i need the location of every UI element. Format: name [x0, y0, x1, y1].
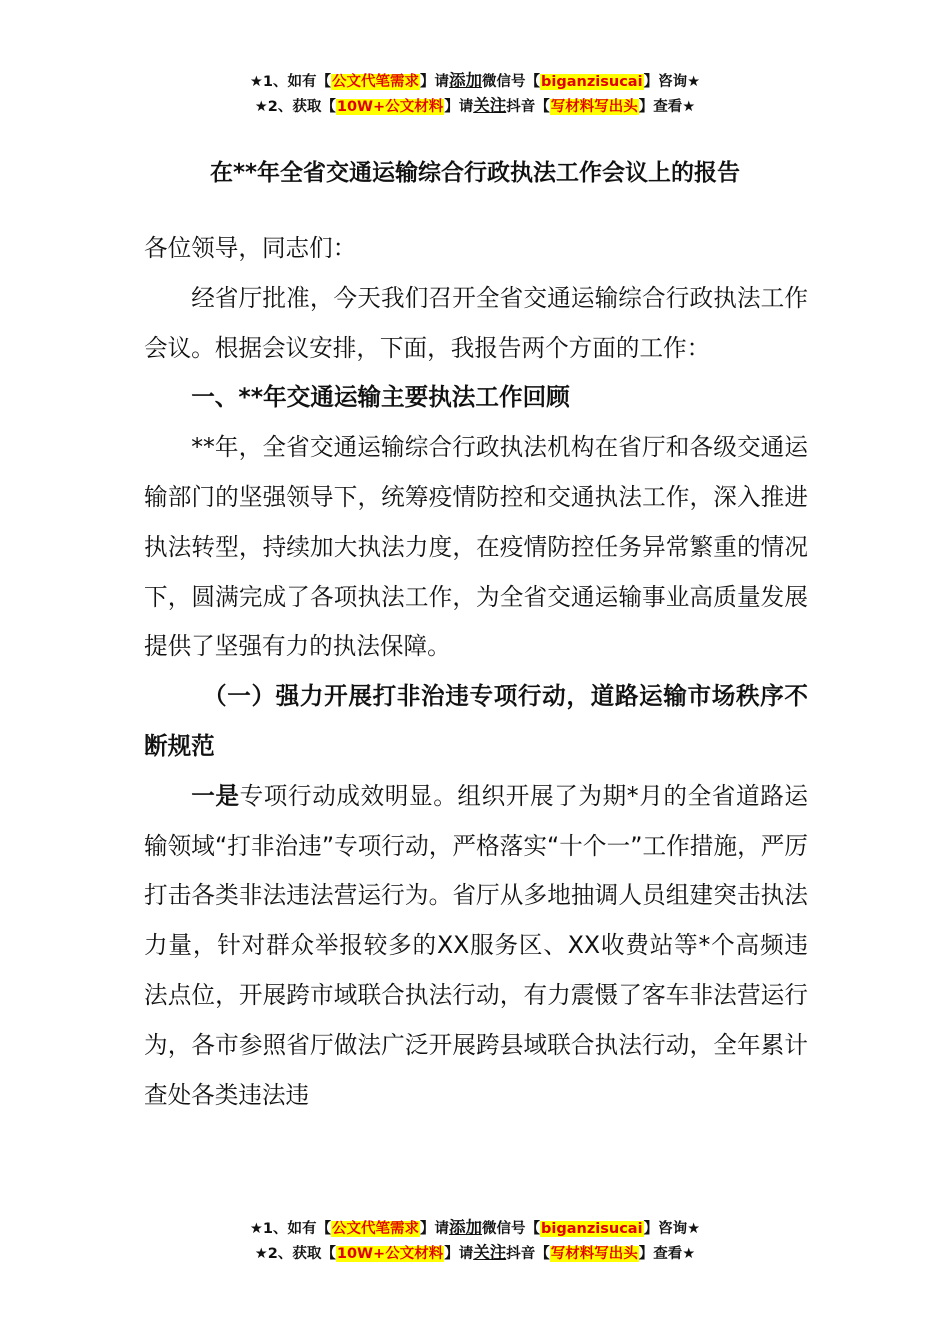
section-1-heading: 一、**年交通运输主要执法工作回顾 [191, 383, 570, 412]
banner-line-1-highlight-service: 公文代笔需求 [332, 74, 420, 90]
footer-line-2-prefix: ★2、获取【 [254, 1246, 336, 1262]
document-title: 在**年全省交通运输综合行政执法工作会议上的报告 [209, 160, 741, 186]
salutation: 各位领导，同志们： [144, 234, 357, 262]
footer-line-2-suffix: 】查看★ [638, 1246, 696, 1262]
footer-line-1-prefix: ★1、如有【 [249, 1221, 332, 1237]
footer-line-2-highlight-douyin: 写材料写出头 [550, 1246, 638, 1262]
intro-paragraph: 经省厅批准，今天我们召开全省交通运输综合行政执法工作会议。根据会议安排，下面，我报告两个方面的工作： [144, 283, 808, 362]
header-banner [0, 69, 950, 119]
banner-line-1 [0, 69, 950, 94]
footer-line-1-mid: 】请 [420, 1221, 450, 1237]
banner-line-1-highlight-wechat: biganzisucai [541, 74, 643, 90]
banner-line-2-suffix: 】查看★ [638, 99, 696, 115]
banner-line-2-highlight-materials: 10W+公文材料 [336, 99, 444, 115]
banner-line-2 [0, 94, 950, 119]
banner-line-1-emphasis: 添加 [449, 71, 483, 90]
section-1-paragraph: **年，全省交通运输综合行政执法机构在省厅和各级交通运输部门的坚强领导下，统筹疫情防控和交通执法工作，深入推进执法转型，持续加大执法力度，在疫情防控任务异常繁重的情况下，圆满完成了各项执法工作，为全省交通运输事业高质量发展提供了坚强有力的执法保障。 [144, 433, 808, 661]
footer-line-2-emphasis: 关注 [473, 1243, 507, 1262]
banner-line-1-mid-2: 微信号【 [482, 74, 541, 90]
footer-banner-line-2 [0, 1241, 950, 1266]
footer-line-2-mid: 】请 [444, 1246, 474, 1262]
document-body [144, 224, 808, 1120]
banner-line-1-suffix: 】咨询★ [643, 74, 701, 90]
banner-line-2-mid-2: 抖音【 [506, 99, 550, 115]
footer-banner [0, 1216, 950, 1266]
banner-line-2-prefix: ★2、获取【 [254, 99, 336, 115]
footer-banner-line-1 [0, 1216, 950, 1241]
subsection-1-heading: （一）强力开展打非治违专项行动，道路运输市场秩序不断规范 [144, 682, 808, 760]
banner-line-2-mid: 】请 [444, 99, 474, 115]
footer-line-2-mid-2: 抖音【 [506, 1246, 550, 1262]
footer-line-1-emphasis: 添加 [449, 1218, 483, 1237]
footer-line-1-highlight-wechat: biganzisucai [541, 1221, 643, 1237]
point-1-paragraph [144, 772, 808, 1121]
footer-line-1-mid-2: 微信号【 [482, 1221, 541, 1237]
banner-line-1-prefix: ★1、如有【 [249, 74, 332, 90]
footer-line-2-highlight-materials: 10W+公文材料 [336, 1246, 444, 1262]
banner-line-2-highlight-douyin: 写材料写出头 [550, 99, 638, 115]
point-1-lead: 一是 [191, 781, 240, 810]
banner-line-1-mid: 】请 [420, 74, 450, 90]
footer-line-1-highlight-service: 公文代笔需求 [332, 1221, 420, 1237]
footer-line-1-suffix: 】咨询★ [643, 1221, 701, 1237]
point-1-text: 专项行动成效明显。组织开展了为期*月的全省道路运输领域“打非治违”专项行动，严格落实“十个一”工作措施，严厉打击各类非法违法营运行为。省厅从多地抽调人员组建突击执法力量，针对群众举报较多的XX服务区、XX收费站等*个高频违法点位，开展跨市域联合执法行动，有力震慑了客车非法营运行为，各市参照省厅做法广泛开展跨县域联合执法行动，全年累计查处各类违法违 [144, 781, 809, 1109]
banner-line-2-emphasis: 关注 [473, 96, 507, 115]
